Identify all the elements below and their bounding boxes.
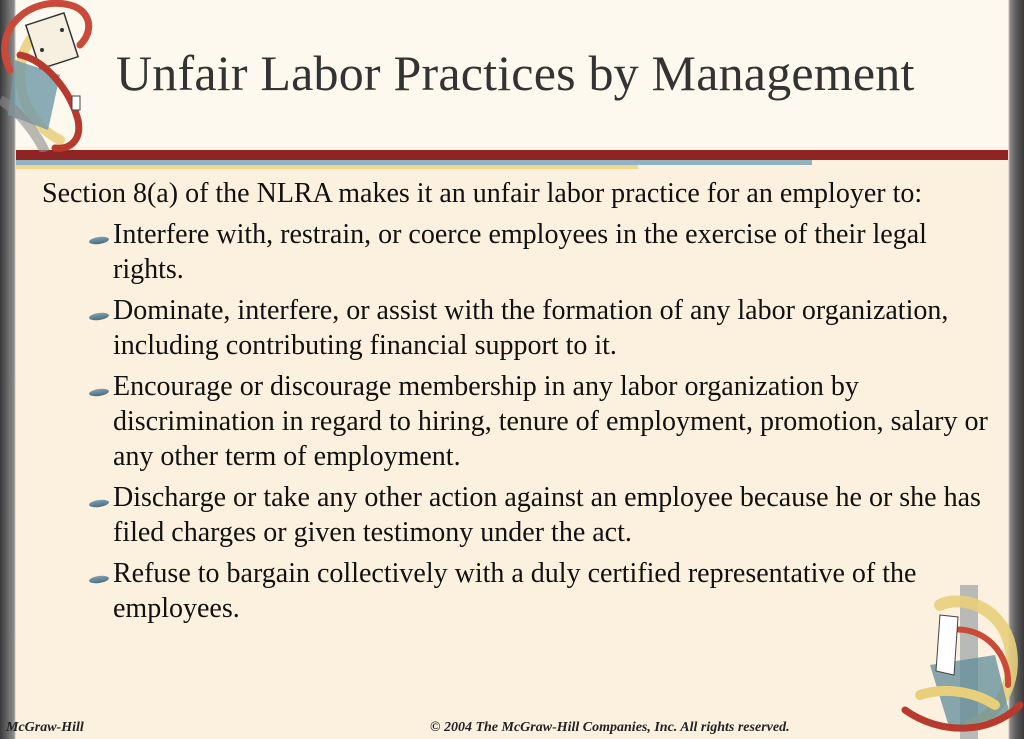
footer-publisher: McGraw-Hill [6,720,84,735]
slide-title: Unfair Labor Practices by Management [116,45,915,101]
bullet-item [42,556,1002,626]
footer-copyright: © 2004 The McGraw-Hill Companies, Inc. All rights reserved. [430,720,790,735]
decorative-art-top-left-icon [0,0,100,152]
bullet-item [42,480,1002,550]
bullet-text: Encourage or discourage membership in any labor organization by discrimination in regard to hiring, tenure of employment, promotion, salary or any other term of employment. [113,371,988,472]
bullet-icon [89,499,110,509]
bullet-list [42,217,1002,626]
title-area [16,0,1008,148]
title-rule-gold [16,165,638,169]
bullet-text: Discharge or take any other action against an employee because he or she has filed charges or given testimony under the act. [113,482,981,548]
bullet-icon [89,236,110,246]
bullet-text: Interfere with, restrain, or coerce employees in the exercise of their legal rights. [113,219,927,285]
bullet-text: Refuse to bargain collectively with a duly certified representative of the employees. [113,558,917,624]
bullet-item [42,293,1002,363]
intro-text: Section 8(a) of the NLRA makes it an unfair labor practice for an employer to: [42,178,923,209]
bullet-icon [89,388,110,398]
bullet-item [42,369,1002,474]
bullet-icon [89,312,110,322]
slide-body [42,176,1002,632]
bullet-item [42,217,1002,287]
bullet-text: Dominate, interfere, or assist with the formation of any labor organization, including contributing financial support to it. [113,295,949,361]
slide [16,0,1008,739]
bullet-icon [89,575,110,585]
title-rule-red [16,150,1008,160]
decorative-art-bottom-right-icon [900,585,1024,739]
